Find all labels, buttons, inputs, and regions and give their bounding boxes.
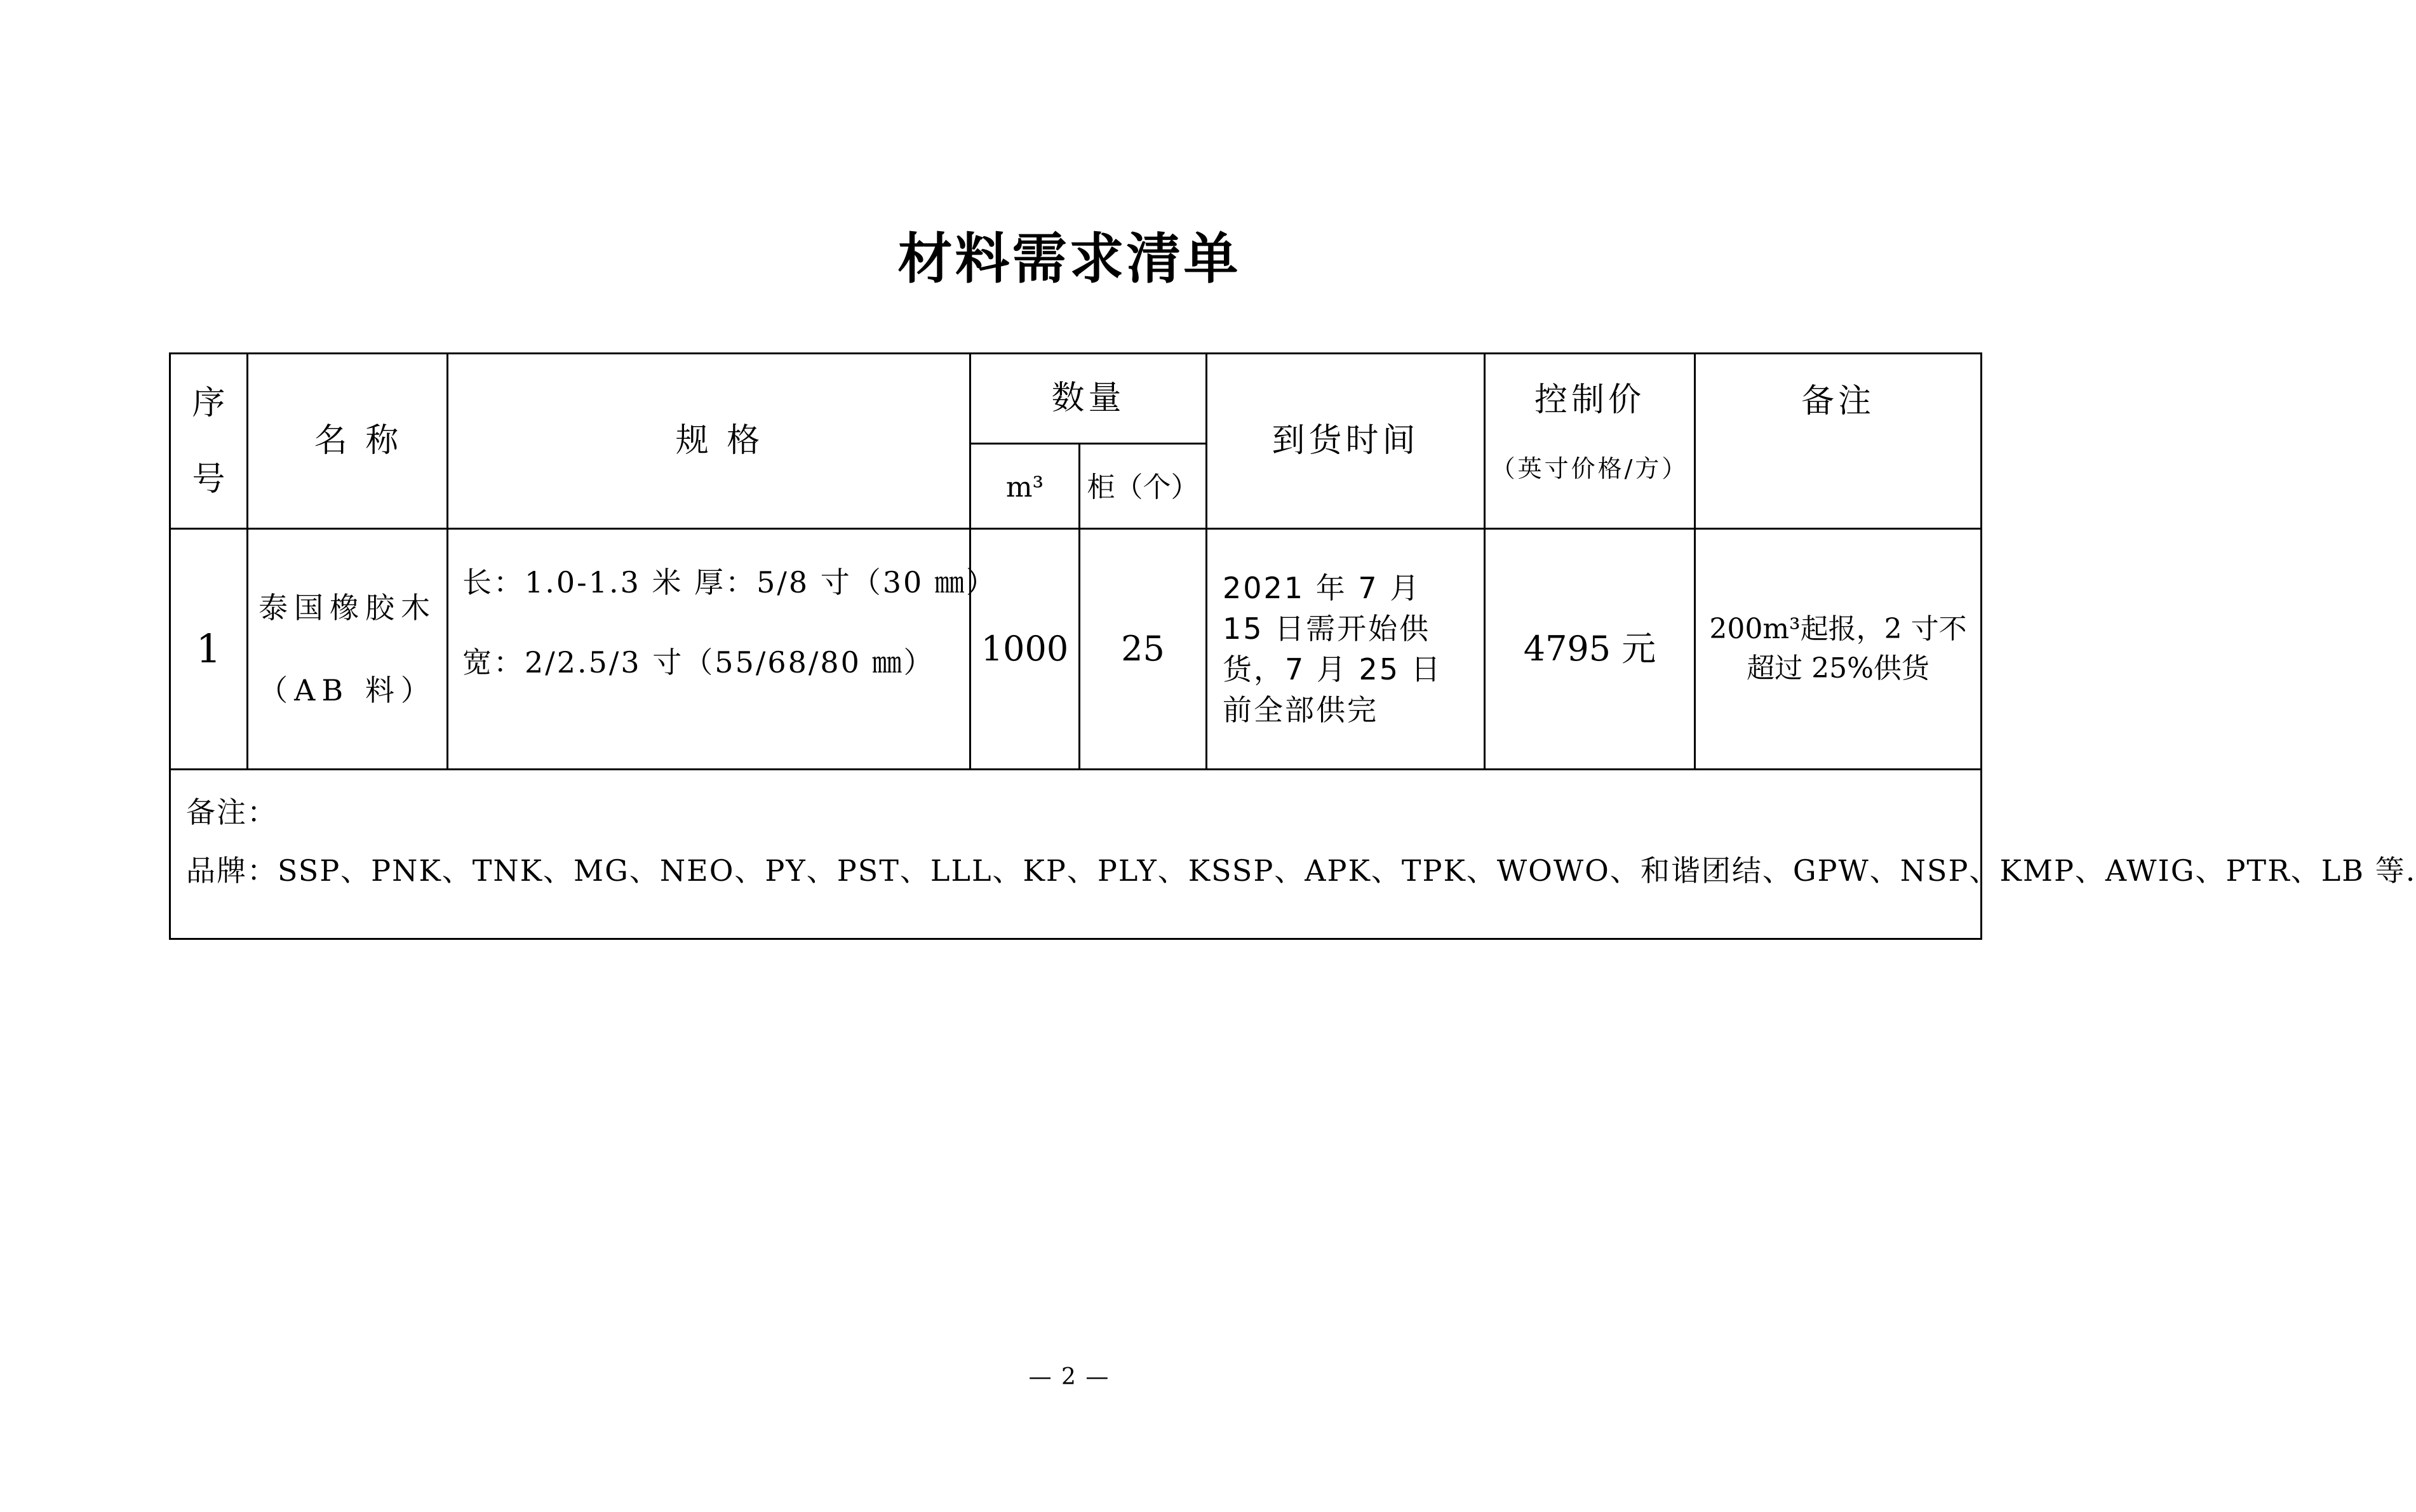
cell-control-price (1485, 529, 1695, 770)
name-line-2: （AB 料） (258, 673, 436, 707)
page-number: — 2 — (1028, 1364, 1110, 1390)
seq-value: 1 (196, 626, 222, 672)
table-footer-row (170, 770, 1982, 939)
header-seq-bottom: 号 (192, 460, 225, 498)
cell-remark (1695, 529, 1982, 770)
control-price-value: 4795 元 (1523, 629, 1656, 669)
header-name (248, 354, 448, 529)
header-seq (170, 354, 248, 529)
header-quantity (970, 354, 1207, 444)
cell-quantity-cabinet (1080, 529, 1207, 770)
spec-line-2: 宽：2/2.5/3 寸（55/68/80 ㎜） (462, 645, 935, 679)
header-spec (448, 354, 970, 529)
table-row (170, 529, 1982, 770)
header-control-price (1485, 354, 1695, 529)
cell-spec (448, 529, 997, 770)
header-name-label: 名 称 (314, 422, 403, 460)
footer-brands: 品牌：SSP、PNK、TNK、MG、NEO、PY、PST、LLL、KP、PLY、KSSP、APK、TPK、WOWO、和谐团结、GPW、NSP、KMP、AWIG、PTR、LB 等. (186, 853, 2416, 888)
header-arrival-time-label: 到货时间 (1272, 422, 1419, 460)
header-control-price-unit: （英寸价格/方） (1491, 455, 1689, 483)
table-header-row (170, 354, 1982, 444)
header-arrival-time (1207, 354, 1485, 529)
arrival-time-value: 2021 年 7 月 15 日需开始供货，7 月 25 日前全部供完 (1223, 571, 1442, 727)
header-remark (1695, 354, 1982, 529)
header-quantity-cabinet-label: 柜（个） (1087, 471, 1199, 504)
page-title: 材料需求清单 (897, 227, 1241, 291)
quantity-cabinet-value: 25 (1121, 629, 1165, 669)
footer-note-label: 备注： (186, 795, 278, 829)
material-requirements-table (169, 352, 2416, 940)
cell-arrival-time (1207, 529, 1485, 770)
header-spec-label: 规 格 (675, 422, 764, 460)
name-line-1: 泰国橡胶木 (258, 591, 436, 625)
header-seq-top: 序 (192, 384, 225, 422)
quantity-m3-value: 1000 (981, 629, 1069, 669)
header-quantity-label: 数量 (1051, 379, 1125, 417)
footer-note (170, 770, 2416, 939)
cell-name (248, 529, 448, 770)
remark-value: 200m³起报，2 寸不超过 25%供货 (1709, 613, 1967, 685)
cell-seq (170, 529, 248, 770)
header-remark-label: 备注 (1801, 382, 1876, 420)
header-quantity-m3 (970, 444, 1080, 529)
header-quantity-cabinet (1080, 444, 1207, 529)
header-control-price-label: 控制价 (1534, 381, 1646, 419)
spec-line-1: 长：1.0-1.3 米 厚：5/8 寸（30 ㎜） (462, 565, 997, 599)
header-quantity-m3-label: m³ (1005, 471, 1044, 504)
